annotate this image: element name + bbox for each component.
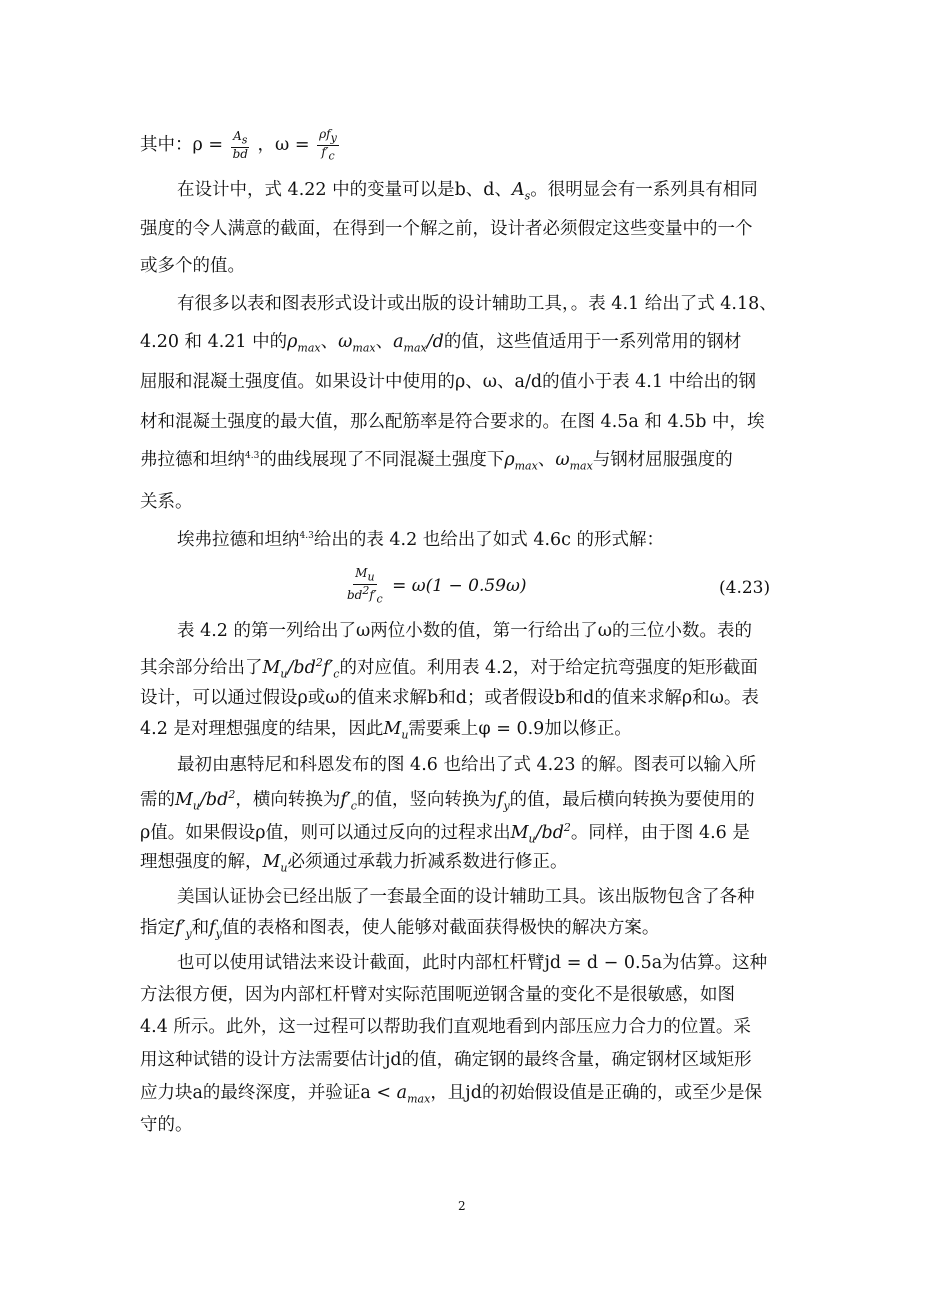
math-text: M <box>175 789 193 810</box>
text: 值的表格和图表，使人能够对截面获得极快的解决方案。 <box>221 918 660 938</box>
a-max-d-symbol <box>393 332 444 355</box>
math-text: a <box>393 332 404 352</box>
fc-symbol <box>340 789 357 813</box>
paragraph-line <box>140 657 758 679</box>
text: 4.20 和 4.21 中的 <box>140 332 288 352</box>
text: 材和混凝土强度的最大值，那么配筋率是符合要求的。在图 4.5a 和 4.5b 中，埃 <box>140 412 765 432</box>
text: 需要乘上φ = 0.9加以修正。 <box>408 719 632 739</box>
text: ，且jd的初始假设值是正确的，或至少是保 <box>430 1083 762 1103</box>
Mu-bd2-symbol <box>175 788 236 813</box>
paragraph-line <box>140 374 756 392</box>
math-text: A <box>512 180 525 200</box>
subscript: max <box>514 459 538 473</box>
paragraph-line <box>140 1019 751 1037</box>
text: ρ值。如果假设ρ值，则可以通过反向的过程求出 <box>140 822 511 843</box>
fy-symbol: $f_y$ <box>496 789 510 813</box>
math-text: M <box>383 719 402 739</box>
text: 必须通过承载力折减系数进行修正。 <box>287 852 568 872</box>
rho-max-symbol <box>504 450 538 473</box>
fy-prime-symbol <box>175 918 192 941</box>
math-text: ρ <box>504 450 515 470</box>
subscript: c <box>376 592 383 606</box>
subscript: c <box>333 667 340 681</box>
text: 埃弗拉德和坦纳 <box>177 530 300 550</box>
text: 屈服和混凝土强度值。如果设计中使用的ρ、ω、a/d的值小于表 4.1 中给出的钢 <box>140 372 757 392</box>
math-text: a <box>396 1083 408 1103</box>
text: 4.4 所示。此外，这一过程可以帮助我们直观地看到内部压应力合力的位置。采 <box>140 1017 751 1037</box>
text: 在设计中，式 4.22 中的变量可以是b、d、 <box>177 180 512 200</box>
superscript: 2 <box>362 584 370 598</box>
subscript: u <box>401 728 409 742</box>
paragraph-line <box>177 182 758 202</box>
Mu-bd2-symbol <box>510 821 571 846</box>
As-symbol <box>512 180 531 203</box>
text: 的曲线展现了不同混凝土强度下 <box>259 450 505 470</box>
separator: 、 <box>375 332 394 352</box>
subscript: y <box>185 927 192 941</box>
text: 设计，可以通过假设ρ或ω的值来求解b和d；或者假设b和d的值来求解ρ和ω。表 <box>140 688 759 708</box>
subscript: u <box>280 861 288 875</box>
paragraph-line <box>140 452 733 472</box>
fraction-denominator: f′ <box>321 145 329 160</box>
math-text: M <box>262 852 281 872</box>
text: 需的 <box>140 789 175 810</box>
text: 强度的令人满意的截面，在得到一个解之前，设计者必须假定这些变量中的一个 <box>140 219 753 239</box>
paragraph-line <box>140 334 741 354</box>
a-max-symbol <box>396 1083 431 1106</box>
math-text: ω <box>555 450 570 470</box>
paragraph-line <box>177 532 664 550</box>
separator: 、 <box>320 332 339 352</box>
paragraph-line <box>177 296 777 314</box>
text: 用这种试错的设计方法需要估计jd的值，确定钢的最终含量，确定钢材区域矩形 <box>140 1050 752 1070</box>
text: 表 4.2 的第一列给出了ω两位小数的值，第一行给出了ω的三位小数。表的 <box>177 621 752 641</box>
math-text: ρ <box>287 332 298 352</box>
subscript: c <box>350 799 357 813</box>
text: 其余部分给出了 <box>140 657 263 678</box>
paragraph-line <box>140 1052 752 1070</box>
rho-max-symbol <box>287 332 321 355</box>
text: 其中： <box>140 135 193 156</box>
text: 有很多以表和图表形式设计或出版的设计辅助工具，。表 4.1 给出了式 4.18、 <box>177 294 777 314</box>
paragraph-line <box>177 623 752 641</box>
text: 的值，最后横向转换为要使用的 <box>509 789 755 810</box>
text: 弗拉德和坦纳 <box>140 450 245 470</box>
definition-line <box>140 128 341 163</box>
omega-symbol: ω = <box>275 135 310 156</box>
subscript: max <box>569 459 593 473</box>
fraction-denominator: bd <box>232 146 248 161</box>
superscript: 2 <box>563 821 571 834</box>
paragraph-line <box>140 822 750 844</box>
text: 方法很方便，因为内部杠杆臂对实际范围呃逆钢含量的变化不是很敏感，如图 <box>140 985 735 1005</box>
reference-marker: 4.3 <box>299 531 314 541</box>
page-number: 2 <box>458 1199 466 1213</box>
superscript: 2 <box>315 656 323 669</box>
subscript: max <box>403 341 427 355</box>
paragraph-line <box>140 690 759 708</box>
rho-symbol: ρ = <box>192 135 224 156</box>
Mu-bd2-fc-symbol <box>262 656 340 681</box>
fy-symbol: $f_y$ <box>209 918 222 941</box>
fraction-numerator: M <box>355 566 368 580</box>
text: 最初由惠特尼和科恩发布的图 4.6 也给出了式 4.23 的解。图表可以输入所 <box>177 755 757 775</box>
paragraph-line <box>140 1085 762 1105</box>
fraction-denominator: bd <box>347 588 363 603</box>
subscript: y <box>503 799 510 813</box>
subscript: u <box>367 570 375 584</box>
separator: 、 <box>537 450 556 470</box>
paragraph-line <box>140 258 245 276</box>
math-text: /bd <box>287 657 316 678</box>
text: ，横向转换为 <box>235 789 341 810</box>
subscript: u <box>280 667 288 681</box>
text: 的值，竖向转换为 <box>356 789 497 810</box>
paragraph-line <box>140 414 765 432</box>
paragraph-line <box>177 757 756 775</box>
omega-fraction <box>317 128 339 163</box>
text: 美国认证协会已经出版了一套最全面的设计辅助工具。该出版物包含了各种 <box>177 887 755 907</box>
equation-4-23 <box>343 567 526 606</box>
subscript: s <box>241 133 248 147</box>
subscript: y <box>215 927 222 941</box>
superscript: 2 <box>228 788 236 801</box>
paragraph-line <box>140 987 735 1005</box>
paragraph-line <box>140 789 755 811</box>
equation-rhs: = ω(1 − 0.59ω) <box>392 576 527 597</box>
paragraph-line <box>140 920 659 940</box>
subscript: max <box>352 341 376 355</box>
paragraph-line <box>140 721 632 741</box>
subscript: u <box>528 832 536 846</box>
math-text: f′ <box>175 918 186 938</box>
text: 4.2 是对理想强度的结果，因此 <box>140 719 384 739</box>
math-text: /bd <box>535 822 564 843</box>
text: 的对应值。利用表 4.2，对于给定抗弯强度的矩形截面 <box>339 657 758 678</box>
subscript: s <box>524 189 531 203</box>
paragraph-line <box>177 955 767 973</box>
subscript: max <box>407 1092 431 1106</box>
text: 理想强度的解， <box>140 852 263 872</box>
fraction-numerator: A <box>233 128 242 143</box>
text: 与钢材屈服强度的 <box>592 450 733 470</box>
math-text: M <box>262 657 281 678</box>
rho-fraction <box>231 130 250 162</box>
separator: ， <box>257 135 276 156</box>
subscript: y <box>330 131 337 145</box>
equation-number: (4.23) <box>719 578 771 598</box>
Mu-symbol <box>383 719 409 742</box>
Mu-symbol <box>262 852 288 875</box>
paragraph-line <box>140 854 568 874</box>
text: 也可以使用试错法来设计截面，此时内部杠杆臂jd = d − 0.5a为估算。这种 <box>177 953 768 973</box>
text: 指定 <box>140 918 175 938</box>
text: 守的。 <box>140 1115 193 1135</box>
paragraph-line <box>140 1117 193 1135</box>
paragraph-line <box>140 221 753 239</box>
text: 和 <box>191 918 210 938</box>
subscript: c <box>328 149 335 163</box>
text: 。很明显会有一系列具有相同 <box>530 180 758 200</box>
text: 应力块a的最终深度，并验证a < <box>140 1083 392 1103</box>
subscript: u <box>192 799 201 813</box>
math-text: f′ <box>322 657 334 678</box>
text: 给出的表 4.2 也给出了如式 4.6c 的形式解： <box>313 530 665 550</box>
math-text: f′ <box>340 789 351 810</box>
paragraph-line <box>140 494 193 512</box>
text: 。同样，由于图 4.6 是 <box>570 822 750 843</box>
text: 或多个的值。 <box>140 256 245 276</box>
fraction-denominator: f′ <box>369 588 377 603</box>
subscript: max <box>297 341 321 355</box>
text: 的值，这些值适用于一系列常用的钢材 <box>443 332 742 352</box>
equation-fraction <box>345 567 385 606</box>
math-text: /bd <box>200 789 229 810</box>
omega-max-symbol <box>555 450 593 473</box>
paragraph-line <box>177 889 755 907</box>
math-text: M <box>510 822 529 843</box>
math-text: ω <box>338 332 353 352</box>
math-text: /d <box>426 332 444 352</box>
fraction-numerator: ρf <box>319 127 331 141</box>
text: 关系。 <box>140 492 193 512</box>
omega-max-symbol <box>338 332 376 355</box>
reference-marker: 4.3 <box>245 451 260 461</box>
